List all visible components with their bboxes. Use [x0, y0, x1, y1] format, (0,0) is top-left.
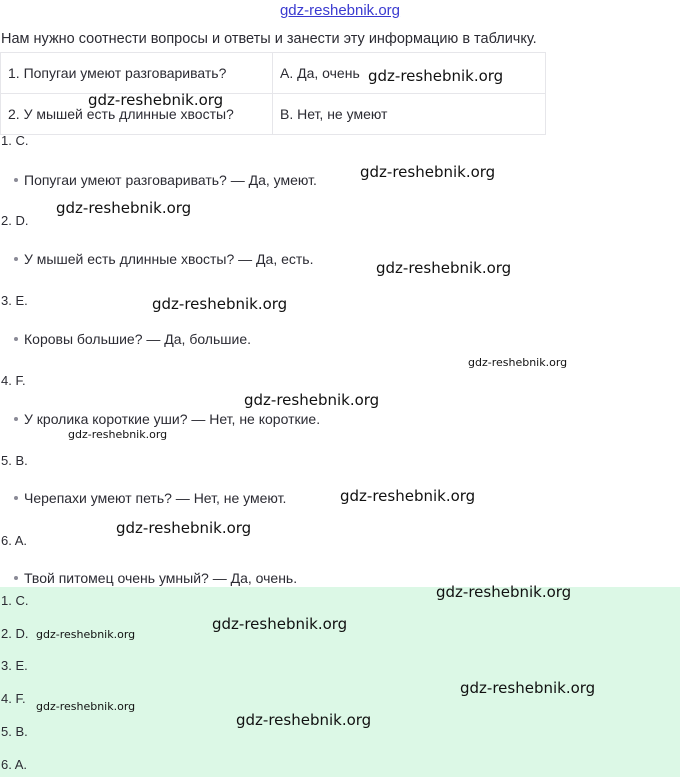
intro-text: Нам нужно соотнести вопросы и ответы и занести эту информацию в табличку.: [1, 31, 537, 47]
step-number: 3. E.: [1, 293, 28, 308]
step-bullet: [14, 570, 297, 586]
answer-line: 4. F.: [1, 691, 26, 706]
watermark: gdz-reshebnik.org: [360, 163, 496, 181]
watermark: gdz-reshebnik.org: [376, 259, 512, 277]
watermark: gdz-reshebnik.org: [212, 615, 348, 633]
watermark: gdz-reshebnik.org: [236, 711, 372, 729]
step-number: 4. F.: [1, 373, 26, 388]
qa-table: [0, 52, 546, 135]
step-bullet: [14, 251, 313, 267]
step-text: У кролика короткие уши? — Нет, не короткие.: [24, 411, 321, 427]
step-text: Попугаи умеют разговаривать? — Да, умеют.: [24, 172, 317, 188]
table-question-cell: 1. Попугаи умеют разговаривать?: [1, 53, 273, 94]
step-bullet: [14, 411, 320, 427]
site-header-link[interactable]: gdz-reshebnik.org: [279, 2, 401, 19]
table-answer-cell: B. Нет, не умеют: [273, 94, 546, 135]
watermark: gdz-reshebnik.org: [340, 487, 476, 505]
watermark: gdz-reshebnik.org: [88, 91, 224, 109]
table-answer-cell: A. Да, очень: [273, 53, 546, 94]
table-row: [1, 94, 546, 135]
answer-line: 2. D.: [1, 626, 29, 641]
step-text: У мышей есть длинные хвосты? — Да, есть.: [24, 251, 314, 267]
bullet-dot-icon: [14, 178, 18, 182]
bullet-dot-icon: [14, 257, 18, 261]
watermark: gdz-reshebnik.org: [36, 700, 136, 713]
watermark: gdz-reshebnik.org: [116, 519, 252, 537]
answer-line: 3. E.: [1, 658, 28, 673]
watermark: gdz-reshebnik.org: [460, 679, 596, 697]
bullet-dot-icon: [14, 337, 18, 341]
step-bullet: [14, 331, 251, 347]
watermark: gdz-reshebnik.org: [244, 391, 380, 409]
step-text: Твой питомец очень умный? — Да, очень.: [24, 570, 298, 586]
step-bullet: [14, 490, 286, 506]
step-number: 2. D.: [1, 213, 29, 228]
watermark: gdz-reshebnik.org: [36, 628, 136, 641]
answer-line: 5. B.: [1, 724, 28, 739]
bullet-dot-icon: [14, 576, 18, 580]
step-number: 6. A.: [1, 533, 28, 548]
bullet-dot-icon: [14, 417, 18, 421]
answer-line: 6. A.: [1, 757, 28, 772]
answer-line: 1. C.: [1, 593, 29, 608]
watermark: gdz-reshebnik.org: [468, 356, 568, 369]
step-text: Коровы большие? — Да, большие.: [24, 331, 252, 347]
watermark: gdz-reshebnik.org: [56, 199, 192, 217]
step-number: 1. C.: [1, 133, 29, 148]
watermark: gdz-reshebnik.org: [368, 67, 504, 85]
bullet-dot-icon: [14, 496, 18, 500]
watermark: gdz-reshebnik.org: [68, 428, 168, 441]
step-number: 5. B.: [1, 453, 28, 468]
step-bullet: [14, 172, 317, 188]
step-text: Черепахи умеют петь? — Нет, не умеют.: [24, 490, 287, 506]
watermark: gdz-reshebnik.org: [436, 583, 572, 601]
watermark: gdz-reshebnik.org: [152, 295, 288, 313]
table-question-cell: 2. У мышей есть длинные хвосты?: [1, 94, 273, 135]
